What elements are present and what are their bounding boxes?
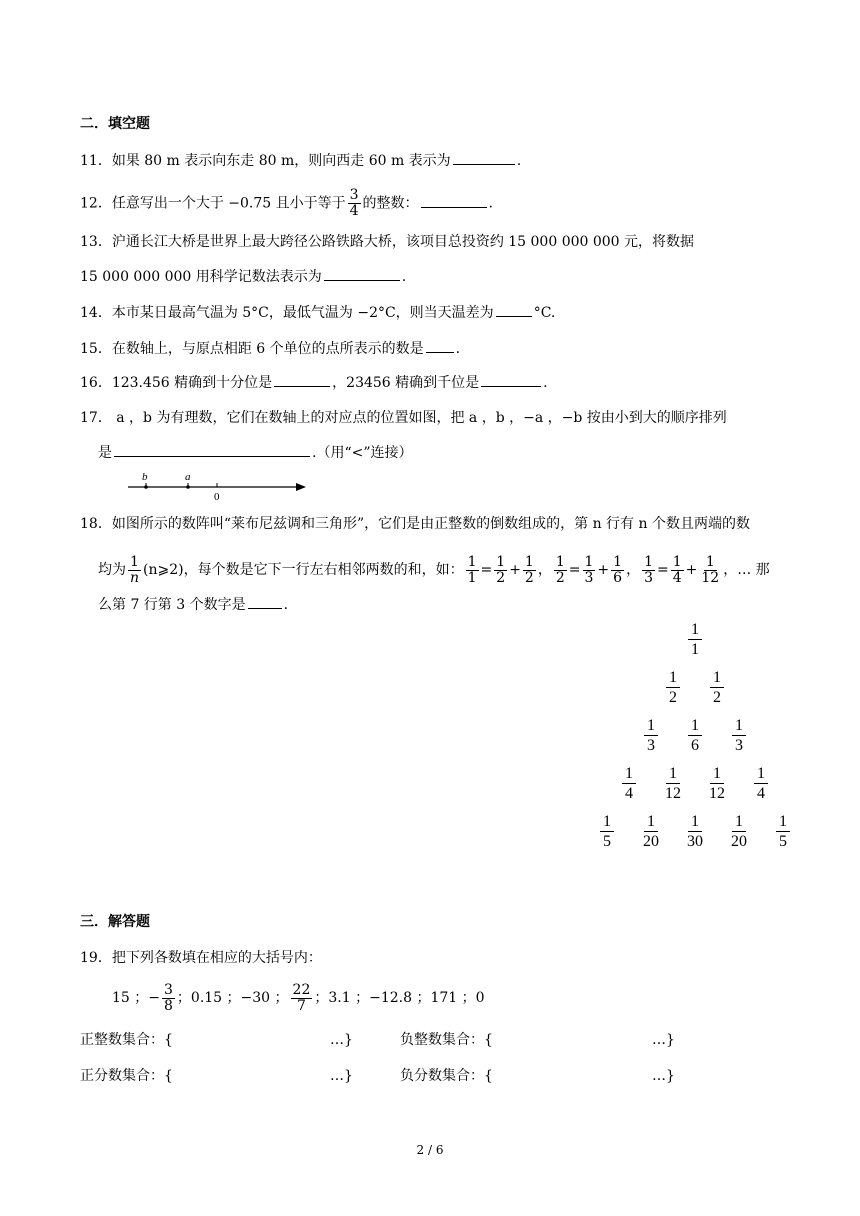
label-zero: 0 xyxy=(214,491,220,502)
triangle-numerator: 1 xyxy=(688,812,702,832)
set-positive-integer: 正整数集合：{ xyxy=(80,1032,173,1048)
answer-blank[interactable] xyxy=(324,266,400,281)
set-negative-integer: 负整数集合：{ xyxy=(400,1032,493,1048)
triangle-numerator: 1 xyxy=(644,716,658,736)
numbers-part2: ；0.15 ；−30 ； xyxy=(176,990,289,1006)
fraction: $\frac{1}{1}$ xyxy=(467,553,477,586)
point-a xyxy=(186,485,190,489)
triangle-fraction xyxy=(666,668,680,707)
fraction-3-8 xyxy=(162,983,175,1014)
triangle-denominator: 5 xyxy=(603,833,611,850)
q18-text4: 么第 7 行第 3 个数字是 xyxy=(98,597,246,613)
triangle-denominator: 3 xyxy=(735,737,743,754)
triangle-numerator: 1 xyxy=(710,764,724,784)
question-19-title: 19．把下列各数填在相应的大括号内： xyxy=(80,950,322,966)
triangle-denominator: 20 xyxy=(643,833,659,850)
q16-text: 16．123.456 精确到十分位是 xyxy=(80,375,273,391)
denominator: 4 xyxy=(349,203,359,219)
triangle-numerator: 1 xyxy=(732,716,746,736)
triangle-fraction xyxy=(688,716,702,755)
q12-text: 12．任意写出一个大于 −0.75 且小于等于 xyxy=(80,195,346,212)
set-close: …} xyxy=(652,1032,675,1048)
fraction: $\frac{1}{2}$ xyxy=(496,553,506,586)
fraction: $\frac{1}{2}$ xyxy=(555,553,565,586)
triangle-fraction xyxy=(729,812,749,851)
period: . xyxy=(543,375,548,391)
triangle-denominator: 2 xyxy=(669,689,677,706)
numerator: 22 xyxy=(292,981,311,998)
fraction: $\frac{1}{6}$ xyxy=(613,553,623,586)
triangle-denominator: 12 xyxy=(665,785,681,802)
page-number: 2 / 6 xyxy=(416,1143,444,1157)
triangle-numerator: 1 xyxy=(754,764,768,784)
question-18-line2: 均为 $\frac{1}{n}$ (n⩾2)，每个数是它下一行左右相邻两数的和，如： $\frac{1}{1}$ = $\frac{1}{2}$ + $\frac{1}{2}$ ， $\frac{1}{2}$ = $\frac{1}{3}$ + $\frac{1}{6}$ ， $\frac{1}{3}$ = $\frac{1}{4}$ + $\frac{1}{12}$ ，… 那 xyxy=(98,553,770,586)
denominator: 7 xyxy=(297,997,306,1014)
q18-text: 均为 xyxy=(98,562,126,578)
numbers-part3: ；3.1 ；−12.8 ；171 ；0 xyxy=(314,990,485,1006)
q17-text: 是 xyxy=(98,445,112,461)
triangle-fraction xyxy=(776,812,790,851)
question-15 xyxy=(80,338,460,359)
triangle-fraction xyxy=(685,812,705,851)
q18-text2: ，每个数是它下一行左右相邻两数的和，如： xyxy=(183,562,464,578)
q16-text2: ，23456 精确到千位是 xyxy=(332,375,480,391)
triangle-numerator: 1 xyxy=(710,668,724,688)
answer-blank[interactable] xyxy=(496,302,532,317)
question-14 xyxy=(80,302,555,323)
set-close: …} xyxy=(652,1068,675,1084)
denominator: n xyxy=(130,569,140,586)
answer-blank[interactable] xyxy=(274,372,330,387)
period: . xyxy=(283,597,289,613)
q13-text: 15 000 000 000 用科学记数法表示为 xyxy=(80,269,322,285)
triangle-numerator: 1 xyxy=(776,812,790,832)
set-negative-fraction: 负分数集合：{ xyxy=(400,1068,493,1084)
triangle-numerator: 1 xyxy=(688,620,702,640)
fraction: $\frac{1}{2}$ xyxy=(524,553,534,586)
triangle-numerator: 1 xyxy=(666,668,680,688)
fraction: $\frac{1}{12}$ xyxy=(701,553,720,586)
q14-text: 14．本市某日最高气温为 5°C，最低气温为 −2°C，则当天温差为 xyxy=(80,305,494,321)
set-close: …} xyxy=(330,1068,353,1084)
answer-blank[interactable] xyxy=(481,372,541,387)
numbers-part1: 15 ；− xyxy=(112,990,160,1006)
triangle-denominator: 6 xyxy=(691,737,699,754)
triangle-denominator: 2 xyxy=(713,689,721,706)
numerator: 3 xyxy=(164,981,173,998)
triangle-numerator: 1 xyxy=(600,812,614,832)
triangle-fraction xyxy=(688,620,702,659)
question-12 xyxy=(80,188,493,219)
q11-text: 11．如果 80 m 表示向东走 80 m，则向西走 60 m 表示为 xyxy=(80,153,451,169)
unit: °C. xyxy=(533,305,556,321)
triangle-denominator: 12 xyxy=(709,785,725,802)
question-17-line1: 17． a ，b 为有理数，它们在数轴上的对应点的位置如图，把 a ，b ，−a ，−b 按由小到大的顺序排列 xyxy=(80,410,727,426)
triangle-fraction xyxy=(732,716,746,755)
fraction: $\frac{1}{3}$ xyxy=(584,553,594,586)
triangle-numerator: 1 xyxy=(644,812,658,832)
answer-blank[interactable] xyxy=(114,442,310,457)
triangle-fraction xyxy=(663,764,683,803)
set-close: …} xyxy=(330,1032,353,1048)
answer-blank[interactable] xyxy=(453,150,515,165)
triangle-denominator: 20 xyxy=(731,833,747,850)
q17-note: .（用“<”连接） xyxy=(312,445,413,461)
label-a: a xyxy=(185,471,191,483)
numerator: 3 xyxy=(349,187,359,203)
triangle-fraction xyxy=(754,764,768,803)
triangle-numerator: 1 xyxy=(622,764,636,784)
q18-text3: ，… 那 xyxy=(723,562,770,578)
triangle-numerator: 1 xyxy=(666,764,680,784)
triangle-numerator: 1 xyxy=(732,812,746,832)
period: . xyxy=(516,153,522,169)
triangle-denominator: 4 xyxy=(625,785,633,802)
triangle-fraction xyxy=(641,812,661,851)
question-18-line3 xyxy=(98,594,288,615)
question-16 xyxy=(80,372,548,393)
question-11 xyxy=(80,150,521,171)
triangle-denominator: 1 xyxy=(691,641,699,658)
question-17-line2 xyxy=(98,442,413,463)
answer-blank[interactable] xyxy=(248,594,282,609)
triangle-fraction xyxy=(710,668,724,707)
question-13-line2 xyxy=(80,266,406,287)
question-13-line1: 13．沪通长江大桥是世界上最大跨径公路铁路大桥，该项目总投资约 15 000 000 000 元，将数据 xyxy=(80,234,695,250)
answer-blank[interactable] xyxy=(426,338,454,353)
q15-text: 15．在数轴上，与原点相距 6 个单位的点所表示的数是 xyxy=(80,341,424,357)
condition: (n⩾2) xyxy=(143,562,184,578)
denominator: 8 xyxy=(164,997,173,1014)
triangle-denominator: 4 xyxy=(757,785,765,802)
label-b: b xyxy=(142,471,148,483)
fraction: $\frac{1}{3}$ xyxy=(644,553,653,586)
fraction-22-7 xyxy=(291,983,313,1014)
triangle-fraction xyxy=(600,812,614,851)
period: . xyxy=(488,195,493,212)
triangle-denominator: 5 xyxy=(779,833,787,850)
point-b xyxy=(144,485,148,489)
fraction-1-over-n xyxy=(128,555,141,586)
triangle-denominator: 3 xyxy=(647,737,655,754)
period: . xyxy=(455,341,461,357)
period: . xyxy=(401,269,407,285)
section-heading: 二．填空题 xyxy=(80,116,150,132)
q12-text2: 的整数： xyxy=(362,195,419,212)
triangle-fraction xyxy=(622,764,636,803)
question-18-line1: 18．如图所示的数阵叫“莱布尼兹调和三角形”，它们是由正整数的倒数组成的，第 n 行有 n 个数且两端的数 xyxy=(80,516,750,532)
numerator: 1 xyxy=(130,553,139,570)
triangle-fraction xyxy=(707,764,727,803)
set-positive-fraction: 正分数集合：{ xyxy=(80,1068,173,1084)
triangle-denominator: 30 xyxy=(687,833,703,850)
fraction xyxy=(348,188,361,219)
fraction: $\frac{1}{4}$ xyxy=(672,553,682,586)
section-heading: 三．解答题 xyxy=(80,914,150,930)
triangle-fraction xyxy=(644,716,658,755)
number-line xyxy=(118,468,314,502)
answer-blank[interactable] xyxy=(421,193,487,208)
leibniz-triangle xyxy=(600,620,800,860)
triangle-numerator: 1 xyxy=(688,716,702,736)
number-list xyxy=(112,980,485,1016)
